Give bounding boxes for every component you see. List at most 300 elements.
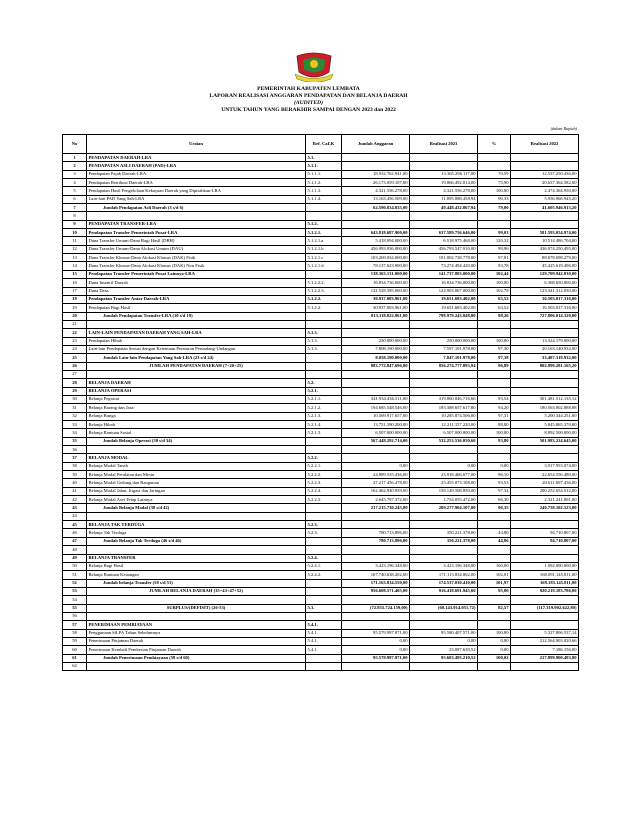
cell-realisasi-2022: 8.892.500.000,00: [511, 429, 579, 437]
cell-ref: [306, 362, 342, 370]
cell-no: 17: [63, 287, 87, 295]
cell-no: 4: [63, 179, 87, 187]
cell-uraian: Jumlah Penerimaan Pembiayaan (58 s/d 60): [87, 654, 306, 662]
cell-realisasi-2022: 6.368.650.000,00: [511, 279, 579, 287]
report-entity: PEMERINTAH KABUPATEN LEMBATA: [257, 86, 360, 92]
cell-percent: 102,44: [478, 270, 511, 278]
cell-realisasi-2022: 94.710.807,00: [511, 537, 579, 545]
table-row: [63, 229, 579, 237]
table-row: [63, 587, 579, 595]
cell-percent: 101,97: [478, 579, 511, 587]
cell-realisasi-2023: [410, 454, 478, 462]
cell-ref: 5.1.2.2.3.: [306, 287, 342, 295]
col-header-no: No: [63, 135, 87, 154]
cell-realisasi-2022: [511, 554, 579, 562]
cell-percent: 120,32: [478, 237, 511, 245]
cell-ref: 5.2.1.2.: [306, 404, 342, 412]
cell-percent: 100,00: [478, 279, 511, 287]
cell-ref: [306, 212, 342, 220]
cell-anggaran: [342, 370, 410, 378]
cell-anggaran: 4.321.556.278,00: [342, 187, 410, 195]
cell-anggaran: 103.269.034.000,00: [342, 254, 410, 262]
table-row: [63, 287, 579, 295]
cell-ref: 5.2.1.3.: [306, 412, 342, 420]
cell-realisasi-2023: 19.651.683.402,00: [410, 304, 478, 312]
cell-realisasi-2022: 217.899.900.493,80: [511, 654, 579, 662]
cell-uraian: Jumlah belanja Transfer (50 s/d 51): [87, 579, 306, 587]
cell-realisasi-2023: [410, 212, 478, 220]
cell-ref: 5.1.2.2.: [306, 295, 342, 303]
table-row: [63, 512, 579, 520]
cell-uraian: Dana Transfer Khusus-Dana Alokasi Khusus (DAK) Fisik: [87, 254, 306, 262]
cell-realisasi-2023: 174.537.030.410,00: [410, 579, 478, 587]
cell-ref: 5.1.2.: [306, 220, 342, 228]
cell-uraian: Dana Transfer Khusus-Dana Alokasi Khusus (DAK) Non Fisik: [87, 262, 306, 270]
cell-realisasi-2023: [410, 546, 478, 554]
cell-percent: 94,20: [478, 404, 511, 412]
cell-percent: 79,00: [478, 204, 511, 212]
cell-realisasi-2022: [511, 154, 579, 162]
cell-percent: 97,31: [478, 412, 511, 420]
cell-uraian: [87, 320, 306, 328]
cell-no: 15: [63, 270, 87, 278]
cell-ref: 5.1.2.1.b: [306, 245, 342, 253]
table-row: [63, 245, 579, 253]
table-row: [63, 429, 579, 437]
cell-uraian: PENDAPATAN TRANSFER-LRA: [87, 220, 306, 228]
table-row: [63, 329, 579, 337]
table-row: [63, 454, 579, 462]
cell-realisasi-2023: [410, 379, 478, 387]
cell-anggaran: [342, 454, 410, 462]
cell-percent: [478, 662, 511, 670]
cell-uraian: Belanja Barang dan Jasa: [87, 404, 306, 412]
cell-no: 27: [63, 370, 87, 378]
table-row: [63, 170, 579, 178]
cell-realisasi-2022: 5.956.966.945,20: [511, 195, 579, 203]
cell-uraian: Pendapatan Transfer Antar Daerah-LRA: [87, 295, 306, 303]
cell-percent: 99,96: [478, 245, 511, 253]
cell-uraian: BELANJA OPERASI: [87, 387, 306, 395]
cell-ref: 5.2.: [306, 379, 342, 387]
cell-anggaran: 6.507.000.000,00: [342, 429, 410, 437]
table-row: [63, 295, 579, 303]
cell-realisasi-2023: 3.423.196.348,00: [410, 562, 478, 570]
cell-anggaran: 18.932.762.941,00: [342, 170, 410, 178]
cell-anggaran: 30.937.003.961,00: [342, 295, 410, 303]
cell-realisasi-2023: 183.388.657.617,80: [410, 404, 478, 412]
cell-realisasi-2022: 16.503.017.316,00: [511, 304, 579, 312]
cell-anggaran: [342, 162, 410, 170]
cell-ref: 5.1.1.1.: [306, 170, 342, 178]
col-header-uraian: Uraian: [87, 135, 306, 154]
cell-ref: [306, 546, 342, 554]
cell-realisasi-2022: 249.758.102.523,00: [511, 504, 579, 512]
cell-percent: 96,89: [478, 362, 511, 370]
cell-uraian: Jumlah Pendapatan Asli Daerah (3 s/d 6): [87, 204, 306, 212]
cell-ref: [306, 270, 342, 278]
cell-percent: 0,00: [478, 462, 511, 470]
cell-ref: 5.1.3.: [306, 337, 342, 345]
cell-ref: 5.2.3.: [306, 521, 342, 529]
cell-no: 36: [63, 446, 87, 454]
table-row: [63, 179, 579, 187]
cell-uraian: [87, 546, 306, 554]
cell-realisasi-2023: [410, 512, 478, 520]
cell-realisasi-2023: 798.979.243.048,00: [410, 312, 478, 320]
cell-no: 31: [63, 404, 87, 412]
cell-no: 39: [63, 471, 87, 479]
cell-anggaran: 26.173.059.107,00: [342, 179, 410, 187]
cell-ref: 5.2.2.3.: [306, 479, 342, 487]
cell-ref: 5.1.2.1.: [306, 229, 342, 237]
cell-anggaran: [342, 154, 410, 162]
cell-anggaran: [342, 212, 410, 220]
cell-anggaran: 8.058.190.000,00: [342, 354, 410, 362]
cell-ref: 5.1.2.2.: [306, 304, 342, 312]
cell-uraian: Penerimaan Pinjaman Daerah: [87, 637, 306, 645]
cell-no: 26: [63, 362, 87, 370]
table-row: [63, 404, 579, 412]
cell-uraian: [87, 212, 306, 220]
cell-realisasi-2023: 532.253.536.050,66: [410, 437, 478, 445]
cell-anggaran: [342, 329, 410, 337]
cell-percent: 100,00: [478, 337, 511, 345]
cell-realisasi-2022: 180.563.002.888,88: [511, 404, 579, 412]
cell-anggaran: 121.528.395.000,00: [342, 287, 410, 295]
cell-realisasi-2022: [511, 662, 579, 670]
cell-realisasi-2022: [511, 320, 579, 328]
cell-uraian: Pendapatan Pajak Daerah-LRA: [87, 170, 306, 178]
cell-anggaran: [342, 662, 410, 670]
cell-realisasi-2022: [511, 612, 579, 620]
cell-realisasi-2023: [410, 387, 478, 395]
cell-percent: [478, 320, 511, 328]
table-row: [63, 504, 579, 512]
cell-uraian: LAIN-LAIN PENDAPATAN DAERAH YANG SAH-LRA: [87, 329, 306, 337]
cell-realisasi-2022: [511, 370, 579, 378]
cell-ref: [306, 512, 342, 520]
table-row: [63, 621, 579, 629]
cell-realisasi-2022: 33.487.319.932,00: [511, 354, 579, 362]
cell-ref: [306, 437, 342, 445]
cell-realisasi-2022: [511, 596, 579, 604]
cell-realisasi-2023: 49.448.432.867,94: [410, 204, 478, 212]
cell-percent: [478, 546, 511, 554]
cell-percent: 97,34: [478, 487, 511, 495]
cell-ref: 5.2.4.1.: [306, 562, 342, 570]
cell-anggaran: 883.772.847.696,00: [342, 362, 410, 370]
cell-no: 37: [63, 454, 87, 462]
cell-realisasi-2022: 45.425.619.496,00: [511, 262, 579, 270]
cell-realisasi-2022: 41.605.946.913,20: [511, 204, 579, 212]
cell-anggaran: [342, 596, 410, 604]
cell-no: 30: [63, 395, 87, 403]
cell-anggaran: 0,00: [342, 646, 410, 654]
cell-realisasi-2023: 23.918.466.677,00: [410, 471, 478, 479]
cell-anggaran: [342, 554, 410, 562]
cell-percent: 98,26: [478, 312, 511, 320]
cell-no: 38: [63, 462, 87, 470]
cell-uraian: PENDAPATAN ASLI DAERAH (PAD)-LRA: [87, 162, 306, 170]
cell-uraian: Belanja Pegawai: [87, 395, 306, 403]
table-row: [63, 345, 579, 353]
cell-uraian: [87, 612, 306, 620]
cell-ref: [306, 537, 342, 545]
cell-uraian: Belanja Modal Peralatan dan Mesin: [87, 471, 306, 479]
cell-percent: [478, 162, 511, 170]
cell-uraian: Belanja Tak Terduga: [87, 529, 306, 537]
cell-uraian: PENDAPATAN DAERAH-LRA: [87, 154, 306, 162]
cell-anggaran: 13.751.390.200,00: [342, 421, 410, 429]
table-row: [63, 195, 579, 203]
cell-realisasi-2023: [410, 329, 478, 337]
cell-percent: 93,78: [478, 262, 511, 270]
cell-anggaran: 2.645.797.372,00: [342, 496, 410, 504]
cell-ref: [306, 370, 342, 378]
cell-realisasi-2023: [410, 612, 478, 620]
cell-percent: 44,86: [478, 537, 511, 545]
cell-anggaran: 217.215.730.245,00: [342, 504, 410, 512]
cell-realisasi-2023: 10.285.874.506,00: [410, 412, 478, 420]
cell-realisasi-2022: [511, 621, 579, 629]
cell-anggaran: 0,00: [342, 462, 410, 470]
cell-no: 50: [63, 562, 87, 570]
cell-no: 14: [63, 262, 87, 270]
cell-percent: 75,90: [478, 179, 511, 187]
cell-percent: [478, 212, 511, 220]
cell-no: 32: [63, 412, 87, 420]
cell-percent: 102,01: [478, 571, 511, 579]
cell-anggaran: 7.808.190.000,00: [342, 345, 410, 353]
table-row: [63, 537, 579, 545]
cell-percent: [478, 521, 511, 529]
cell-anggaran: (72.835.724.159,00): [342, 604, 410, 612]
cell-realisasi-2022: 581.593.054.974,00: [511, 229, 579, 237]
col-header-percent: %: [478, 135, 511, 154]
table-row: [63, 462, 579, 470]
cell-uraian: [87, 370, 306, 378]
cell-percent: [478, 379, 511, 387]
cell-realisasi-2023: 23.087.639,52: [410, 646, 478, 654]
table-row: [63, 237, 579, 245]
cell-anggaran: 5.418.094.000,00: [342, 237, 410, 245]
cell-uraian: Belanja Modal Gedung dan Bangunan: [87, 479, 306, 487]
table-row: [63, 379, 579, 387]
cell-ref: [306, 312, 342, 320]
cell-percent: [478, 154, 511, 162]
cell-realisasi-2022: 123.341.312.030,00: [511, 287, 579, 295]
cell-ref: 5.2.2.2.: [306, 471, 342, 479]
cell-realisasi-2023: 0,00: [410, 637, 478, 645]
cell-realisasi-2022: [511, 521, 579, 529]
cell-percent: 63,52: [478, 295, 511, 303]
cell-realisasi-2023: 19.651.683.402,00: [410, 295, 478, 303]
table-row: [63, 187, 579, 195]
cell-realisasi-2023: 101.002.738.778,00: [410, 254, 478, 262]
cell-anggaran: [342, 612, 410, 620]
cell-ref: 5.2.1.5.: [306, 429, 342, 437]
cell-uraian: BELANJA DAERAH: [87, 379, 306, 387]
cell-realisasi-2022: 920.219.183.786,00: [511, 587, 579, 595]
cell-realisasi-2022: 212.564.903.020,66: [511, 637, 579, 645]
cell-uraian: Pendapatan Hibah: [87, 337, 306, 345]
cell-percent: 97,30: [478, 345, 511, 353]
cell-uraian: Penerimaan Kembali Pemberian Pinjaman Daerah: [87, 646, 306, 654]
table-row: [63, 162, 579, 170]
cell-realisasi-2022: 94.710.807,00: [511, 529, 579, 537]
cell-anggaran: 456.993.936.000,00: [342, 245, 410, 253]
cell-no: 11: [63, 237, 87, 245]
cell-uraian: [87, 662, 306, 670]
cell-ref: 5.4.1.: [306, 637, 342, 645]
cell-ref: 5.1.3.: [306, 329, 342, 337]
table-row: [63, 487, 579, 495]
cell-percent: [478, 512, 511, 520]
table-row: [63, 604, 579, 612]
cell-percent: 97,38: [478, 354, 511, 362]
cell-ref: 5.1.2.1.c: [306, 254, 342, 262]
cell-percent: [478, 612, 511, 620]
table-row: [63, 529, 579, 537]
cell-realisasi-2023: [410, 662, 478, 670]
cell-realisasi-2023: [410, 446, 478, 454]
cell-no: 56: [63, 612, 87, 620]
cell-realisasi-2023: 171.113.834.062,00: [410, 571, 478, 579]
cell-no: 22: [63, 329, 87, 337]
cell-anggaran: 13.163.456.509,00: [342, 195, 410, 203]
cell-percent: 82,57: [478, 604, 511, 612]
cell-realisasi-2023: 637.589.756.646,00: [410, 229, 478, 237]
table-row: [63, 412, 579, 420]
cell-percent: 100,02: [478, 654, 511, 662]
cell-anggaran: [342, 621, 410, 629]
table-row: [63, 395, 579, 403]
cell-no: 43: [63, 504, 87, 512]
cell-realisasi-2023: [410, 162, 478, 170]
cell-ref: 5.2.1.1.: [306, 395, 342, 403]
cell-anggaran: [342, 387, 410, 395]
cell-realisasi-2022: 129.709.942.030,00: [511, 270, 579, 278]
cell-ref: [306, 596, 342, 604]
budget-realization-table: [62, 134, 579, 671]
cell-realisasi-2023: 7.847.101.978,00: [410, 354, 478, 362]
cell-no: 57: [63, 621, 87, 629]
cell-uraian: Jumlah Pendapatan Transfer-LRA (10 s/d 19): [87, 312, 306, 320]
report-period: UNTUK TAHUN YANG BERAKHIR SAMPAI DENGAN 2023 dan 2022: [221, 107, 396, 113]
cell-anggaran: 78.137.623.900,00: [342, 262, 410, 270]
cell-uraian: Jumlah Lain-lain Pendapatan Yang Sah-LRA (23 s/d 24): [87, 354, 306, 362]
table-row: [63, 612, 579, 620]
cell-no: 42: [63, 496, 87, 504]
cell-no: 16: [63, 279, 87, 287]
cell-anggaran: 956.608.571.405,00: [342, 587, 410, 595]
cell-realisasi-2023: [410, 621, 478, 629]
table-row: [63, 554, 579, 562]
cell-percent: [478, 554, 511, 562]
cell-realisasi-2022: 5.200.344.251,00: [511, 412, 579, 420]
cell-uraian: Jumlah Belanja Operasi (30 s/d 34): [87, 437, 306, 445]
cell-uraian: Belanja Bunga: [87, 412, 306, 420]
cell-uraian: Belanja Hibah: [87, 421, 306, 429]
table-row: [63, 262, 579, 270]
cell-realisasi-2023: [410, 554, 478, 562]
cell-realisasi-2023: 456.793.547.910,00: [410, 245, 478, 253]
cell-percent: 0,00: [478, 637, 511, 645]
cell-percent: 100,00: [478, 429, 511, 437]
cell-anggaran: 138.363.131.000,00: [342, 270, 410, 278]
cell-no: 12: [63, 245, 87, 253]
cell-uraian: Pendapatan Retribusi Daerah-LRA: [87, 179, 306, 187]
cell-realisasi-2022: 1.092.000.000,00: [511, 562, 579, 570]
table-row: [63, 546, 579, 554]
cell-uraian: Dana Insentif Daerah: [87, 279, 306, 287]
cell-ref: 5.4.1.: [306, 621, 342, 629]
cell-no: 19: [63, 304, 87, 312]
cell-realisasi-2023: 11.895.088.458,94: [410, 195, 478, 203]
cell-realisasi-2023: 916.418.691.945,66: [410, 587, 478, 595]
table-row: [63, 596, 579, 604]
cell-realisasi-2022: 20.637.364.582,00: [511, 179, 579, 187]
report-title: LAPORAN REALISASI ANGGARAN PENDAPATAN DAN BELANJA DAERAH: [209, 93, 408, 99]
table-row: [63, 437, 579, 445]
cell-ref: 5.1.2.2.2.: [306, 279, 342, 287]
cell-realisasi-2022: [511, 329, 579, 337]
cell-ref: 5.3.: [306, 604, 342, 612]
cell-uraian: BELANJA TRANSFER: [87, 554, 306, 562]
cell-realisasi-2022: 200.252.654.512,00: [511, 487, 579, 495]
cell-realisasi-2023: 6.507.000.000,00: [410, 429, 478, 437]
cell-no: 29: [63, 387, 87, 395]
cell-no: 49: [63, 554, 87, 562]
cell-no: 35: [63, 437, 87, 445]
cell-no: 34: [63, 429, 87, 437]
lembata-crest-logo: [291, 52, 337, 82]
cell-uraian: JUMLAH BELANJA DAERAH (35+43+47+52): [87, 587, 306, 595]
table-row: [63, 204, 579, 212]
cell-anggaran: 0,00: [342, 637, 410, 645]
table-row: [63, 270, 579, 278]
cell-anggaran: 95.579.997.871,00: [342, 654, 410, 662]
cell-realisasi-2023: 350.221.378,00: [410, 537, 478, 545]
cell-no: 10: [63, 229, 87, 237]
cell-uraian: BELANJA MODAL: [87, 454, 306, 462]
col-header-anggaran: Jumlah Anggaran: [342, 135, 410, 154]
cell-ref: 5.2.4.: [306, 554, 342, 562]
cell-percent: 93,54: [478, 395, 511, 403]
cell-no: 8: [63, 212, 87, 220]
table-row: [63, 629, 579, 637]
cell-ref: 5.2.2.1.: [306, 462, 342, 470]
cell-realisasi-2022: [511, 454, 579, 462]
cell-anggaran: 250.000.000,00: [342, 337, 410, 345]
cell-no: 41: [63, 487, 87, 495]
cell-realisasi-2022: 13.324.179.000,00: [511, 337, 579, 345]
cell-realisasi-2022: 12.537.250.436,00: [511, 170, 579, 178]
cell-percent: 97,81: [478, 254, 511, 262]
table-row: [63, 521, 579, 529]
cell-ref: 5.1.1.3.: [306, 187, 342, 195]
cell-realisasi-2022: [511, 446, 579, 454]
cell-no: 25: [63, 354, 87, 362]
cell-realisasi-2022: 3.917.953.074,00: [511, 462, 579, 470]
cell-ref: [306, 504, 342, 512]
cell-realisasi-2023: [410, 154, 478, 162]
table-row: [63, 320, 579, 328]
cell-ref: 5.1.1.2.: [306, 179, 342, 187]
cell-realisasi-2022: (117.319.902.622,80): [511, 604, 579, 612]
cell-ref: [306, 446, 342, 454]
